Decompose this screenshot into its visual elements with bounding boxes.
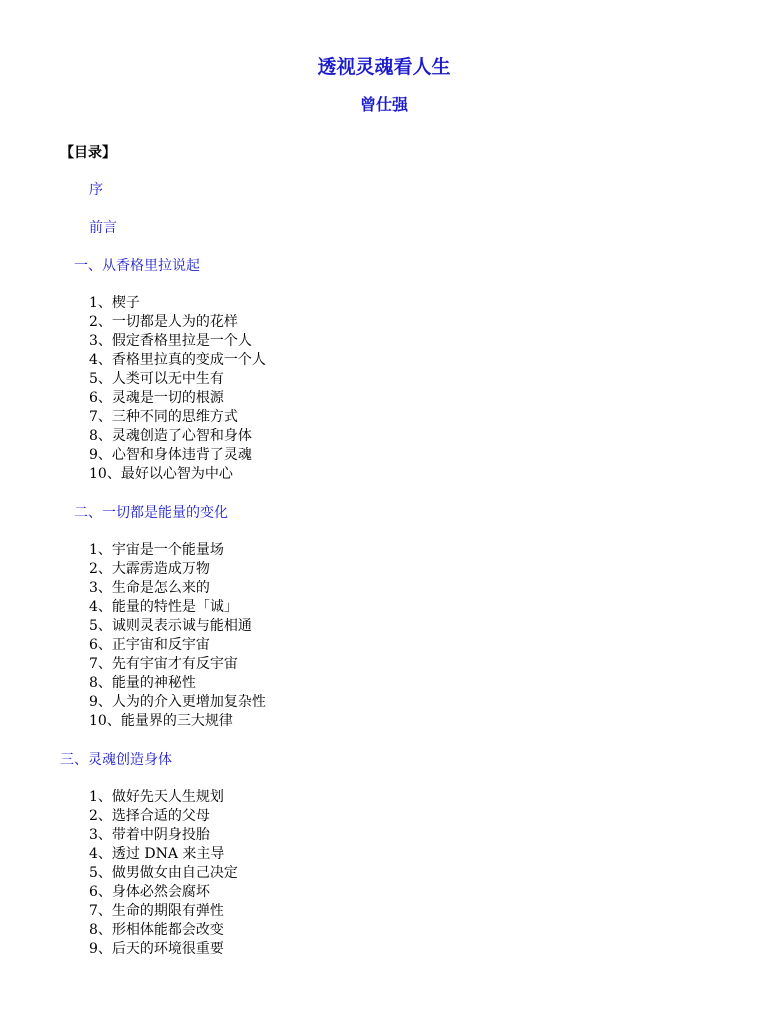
- toc-section-1-heading[interactable]: 一、从香格里拉说起: [74, 258, 200, 274]
- toc-list-item: 3、假定香格里拉是一个人: [89, 333, 252, 349]
- toc-list-item: 4、透过 DNA 来主导: [89, 846, 225, 862]
- toc-list-item: 1、楔子: [89, 295, 140, 311]
- toc-link-preface[interactable]: 序: [89, 182, 103, 198]
- toc-list-item: 7、生命的期限有弹性: [89, 903, 224, 919]
- toc-label: 【目录】: [60, 145, 116, 161]
- page-title: 透视灵魂看人生: [317, 56, 451, 78]
- author-name: 曾仕强: [359, 95, 408, 114]
- toc-list-item: 10、能量界的三大规律: [89, 713, 233, 729]
- toc-list-item: 9、心智和身体违背了灵魂: [89, 447, 252, 463]
- toc-list-item: 1、宇宙是一个能量场: [89, 542, 224, 558]
- toc-list-item: 1、做好先天人生规划: [89, 789, 224, 805]
- toc-list-item: 3、生命是怎么来的: [89, 580, 210, 596]
- toc-list-item: 2、大霹雳造成万物: [89, 561, 210, 577]
- toc-list-item: 4、能量的特性是「诚」: [89, 599, 238, 615]
- toc-list-item: 2、选择合适的父母: [89, 808, 210, 824]
- toc-list-item: 6、身体必然会腐坏: [89, 884, 210, 900]
- toc-list-item: 4、香格里拉真的变成一个人: [89, 352, 266, 368]
- toc-list-item: 8、能量的神秘性: [89, 675, 196, 691]
- toc-list-item: 8、形相体能都会改变: [89, 922, 224, 938]
- toc-section-3-heading[interactable]: 三、灵魂创造身体: [60, 752, 172, 768]
- toc-list-item: 7、先有宇宙才有反宇宙: [89, 656, 238, 672]
- toc-list-item: 10、最好以心智为中心: [89, 466, 233, 482]
- toc-list-item: 9、后天的环境很重要: [89, 941, 224, 957]
- toc-list-item: 6、正宇宙和反宇宙: [89, 637, 210, 653]
- toc-list-item: 8、灵魂创造了心智和身体: [89, 428, 252, 444]
- toc-link-foreword[interactable]: 前言: [89, 220, 117, 236]
- toc-list-item: 9、人为的介入更增加复杂性: [89, 694, 266, 710]
- toc-list-item: 5、人类可以无中生有: [89, 371, 224, 387]
- toc-list-item: 3、带着中阴身投胎: [89, 827, 210, 843]
- toc-section-2-heading[interactable]: 二、一切都是能量的变化: [74, 505, 228, 521]
- toc-list-item: 7、三种不同的思维方式: [89, 409, 238, 425]
- toc-list-item: 6、灵魂是一切的根源: [89, 390, 224, 406]
- toc-list-item: 5、做男做女由自己决定: [89, 865, 238, 881]
- toc-list-item: 5、诚则灵表示诚与能相通: [89, 618, 252, 634]
- toc-list-item: 2、一切都是人为的花样: [89, 314, 238, 330]
